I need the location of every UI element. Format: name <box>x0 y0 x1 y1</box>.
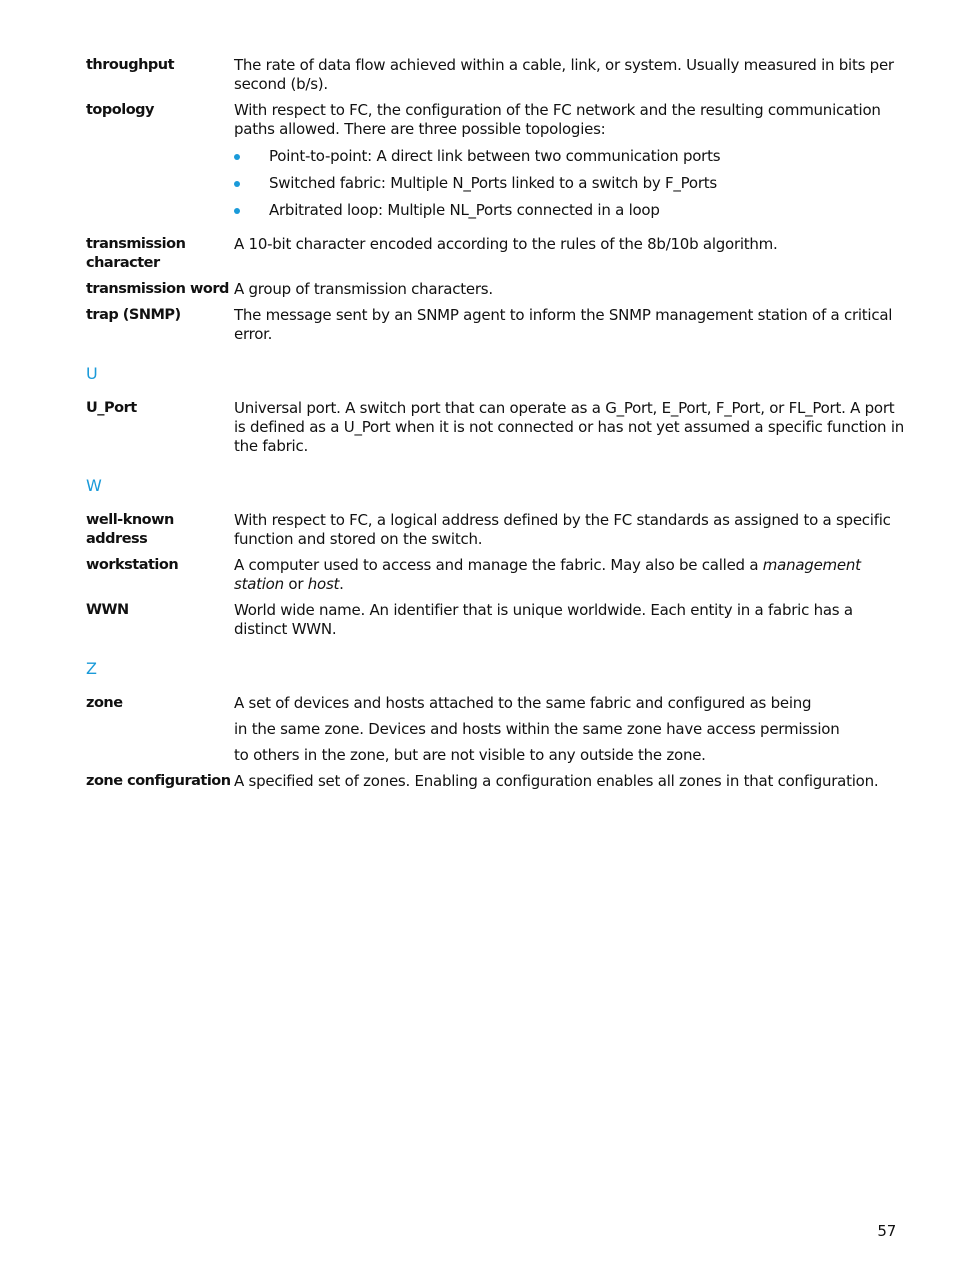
glossary-term: transmission character <box>86 236 186 271</box>
glossary-content <box>86 56 906 798</box>
glossary-term: trap (SNMP) <box>86 307 181 323</box>
glossary-definition: World wide name. An identifier that is unique worldwide. Each entity in a fabric has a distinct WWN. <box>234 601 853 638</box>
page-number: 57 <box>877 1222 896 1240</box>
glossary-entry-zone <box>86 694 906 765</box>
glossary-term: well-known address <box>86 512 174 547</box>
glossary-definition: The message sent by an SNMP agent to inform the SNMP management station of a critical error. <box>234 306 893 343</box>
glossary-term: workstation <box>86 557 179 573</box>
bullet-icon <box>234 208 240 214</box>
section-letter-w: W <box>86 476 102 495</box>
glossary-entry-workstation <box>86 556 906 594</box>
glossary-definition: A 10-bit character encoded according to the rules of the 8b/10b algorithm. <box>234 235 778 253</box>
glossary-term: U_Port <box>86 400 137 416</box>
glossary-entry-wwn <box>86 601 906 639</box>
glossary-definition: A set of devices and hosts attached to the same fabric and configured as being in the same zone. Devices and hosts within the same zone have access permission to others in the zone, but are not visible to any outside the zone. <box>234 694 840 764</box>
topology-list <box>234 147 906 220</box>
glossary-definition: A computer used to access and manage the fabric. May also be called a management station or host. <box>234 556 861 593</box>
glossary-entry-trap-snmp <box>86 306 906 344</box>
glossary-entry-topology <box>86 101 906 228</box>
bullet-icon <box>234 181 240 187</box>
glossary-term: topology <box>86 102 154 118</box>
glossary-entry-well-known-address <box>86 511 906 549</box>
glossary-definition: Universal port. A switch port that can operate as a G_Port, E_Port, F_Port, or FL_Port. A port is defined as a U_Port when it is not connected or has not yet assumed a specific function in the fabric. <box>234 399 904 455</box>
glossary-definition: With respect to FC, the configuration of the FC network and the resulting communication paths allowed. There are three possible topologies: Point-to-point: A direct link between two communication ports Switched fabric: Multiple N_Ports linked to a switch by F_Ports Arbitrated loop: Multiple NL_Ports connected in a loop <box>234 101 906 228</box>
glossary-entry-throughput <box>86 56 906 94</box>
glossary-term: transmission word <box>86 281 229 297</box>
glossary-entry-transmission-character <box>86 235 906 273</box>
glossary-term: WWN <box>86 602 129 618</box>
list-item: Point-to-point: A direct link between two communication ports <box>234 147 906 166</box>
bullet-icon <box>234 154 240 160</box>
glossary-definition: With respect to FC, a logical address defined by the FC standards as assigned to a specific function and stored on the switch. <box>234 511 891 548</box>
list-item: Switched fabric: Multiple N_Ports linked to a switch by F_Ports <box>234 174 906 193</box>
glossary-term: throughput <box>86 57 175 73</box>
list-item: Arbitrated loop: Multiple NL_Ports connected in a loop <box>234 201 906 220</box>
glossary-definition: A specified set of zones. Enabling a configuration enables all zones in that configuration. <box>234 772 879 790</box>
glossary-entry-transmission-word <box>86 280 906 299</box>
glossary-term: zone <box>86 695 123 711</box>
glossary-definition: A group of transmission characters. <box>234 280 493 298</box>
section-letter-z: Z <box>86 659 97 678</box>
glossary-entry-zone-configuration <box>86 772 906 791</box>
section-letter-u: U <box>86 364 98 383</box>
glossary-term: zone configuration <box>86 773 231 789</box>
glossary-definition: The rate of data flow achieved within a cable, link, or system. Usually measured in bits per second (b/s). <box>234 56 894 93</box>
glossary-entry-u-port <box>86 399 906 456</box>
